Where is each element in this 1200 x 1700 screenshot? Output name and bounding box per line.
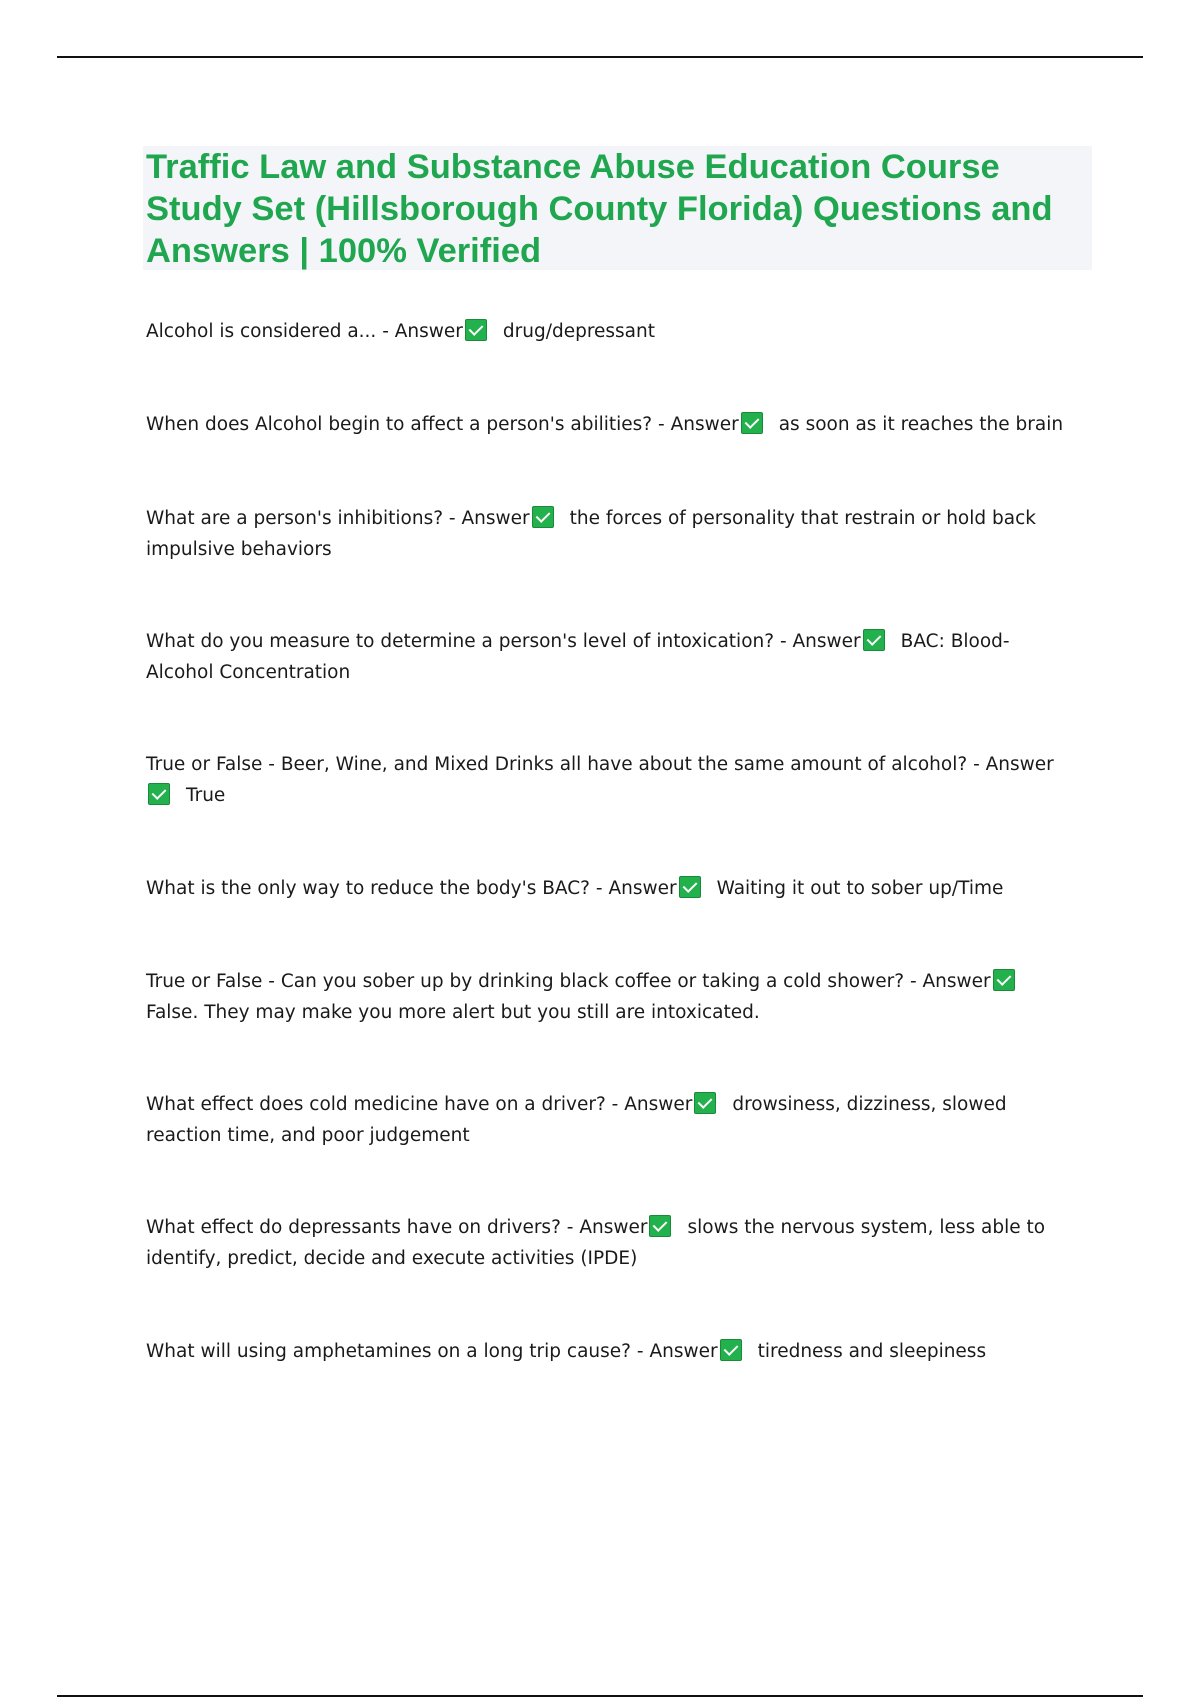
answer-text: slows the nervous system, less able to identify, predict, decide and execute activities (IPDE): [146, 1217, 1046, 1269]
qa-item: [146, 409, 1066, 440]
answer-text: False. They may make you more alert but you still are intoxicated.: [146, 1002, 760, 1023]
answer-prefix: - Answer: [611, 1094, 693, 1115]
question-text: What is the only way to reduce the body's BAC?: [146, 878, 590, 899]
title-banner: [143, 146, 1092, 270]
answer-prefix: - Answer: [909, 971, 991, 992]
answer-text: BAC: Blood-Alcohol Concentration: [146, 631, 1010, 683]
qa-item: [146, 1336, 1066, 1367]
qa-item: [146, 966, 1066, 1028]
question-text: True or False - Beer, Wine, and Mixed Drinks all have about the same amount of alcohol?: [146, 754, 968, 775]
bottom-rule: [57, 1695, 1143, 1697]
checkmark-icon: [720, 1339, 742, 1361]
document-title: Traffic Law and Substance Abuse Education Course Study Set (Hillsborough County Florida) Questions and Answers | 100% Verified: [146, 148, 1053, 270]
qa-item: [146, 1212, 1066, 1274]
answer-text: True: [186, 785, 226, 806]
answer-text: drug/depressant: [502, 321, 655, 342]
question-text: When does Alcohol begin to affect a person's abilities?: [146, 414, 653, 435]
qa-item: [146, 749, 1066, 811]
qa-item: [146, 626, 1066, 688]
top-rule: [57, 56, 1143, 58]
question-text: Alcohol is considered a...: [146, 321, 377, 342]
answer-prefix: - Answer: [973, 754, 1054, 775]
checkmark-icon: [863, 629, 885, 651]
answer-text: Waiting it out to sober up/Time: [716, 878, 1004, 899]
qa-item: [146, 316, 1066, 347]
checkmark-icon: [649, 1215, 671, 1237]
checkmark-icon: [694, 1092, 716, 1114]
answer-text: drowsiness, dizziness, slowed reaction time, and poor judgement: [146, 1094, 1007, 1146]
checkmark-icon: [532, 506, 554, 528]
question-text: What do you measure to determine a person's level of intoxication?: [146, 631, 775, 652]
question-text: What effect do depressants have on drivers?: [146, 1217, 561, 1238]
checkmark-icon: [465, 319, 487, 341]
qa-item: [146, 503, 1066, 565]
qa-item: [146, 1089, 1066, 1151]
answer-text: tiredness and sleepiness: [757, 1341, 987, 1362]
qa-item: [146, 873, 1066, 904]
checkmark-icon: [741, 412, 763, 434]
checkmark-icon: [148, 783, 170, 805]
question-text: What effect does cold medicine have on a driver?: [146, 1094, 606, 1115]
answer-prefix: - Answer: [636, 1341, 718, 1362]
answer-prefix: - Answer: [595, 878, 677, 899]
question-text: True or False - Can you sober up by drinking black coffee or taking a cold shower?: [146, 971, 905, 992]
answer-text: the forces of personality that restrain or hold back impulsive behaviors: [146, 508, 1036, 560]
question-text: What will using amphetamines on a long trip cause?: [146, 1341, 632, 1362]
answer-prefix: - Answer: [566, 1217, 648, 1238]
answer-prefix: - Answer: [658, 414, 739, 435]
answer-text: as soon as it reaches the brain: [778, 414, 1064, 435]
checkmark-icon: [993, 969, 1015, 991]
checkmark-icon: [679, 876, 701, 898]
answer-prefix: - Answer: [779, 631, 861, 652]
answer-prefix: - Answer: [382, 321, 463, 342]
question-text: What are a person's inhibitions?: [146, 508, 444, 529]
answer-prefix: - Answer: [448, 508, 530, 529]
